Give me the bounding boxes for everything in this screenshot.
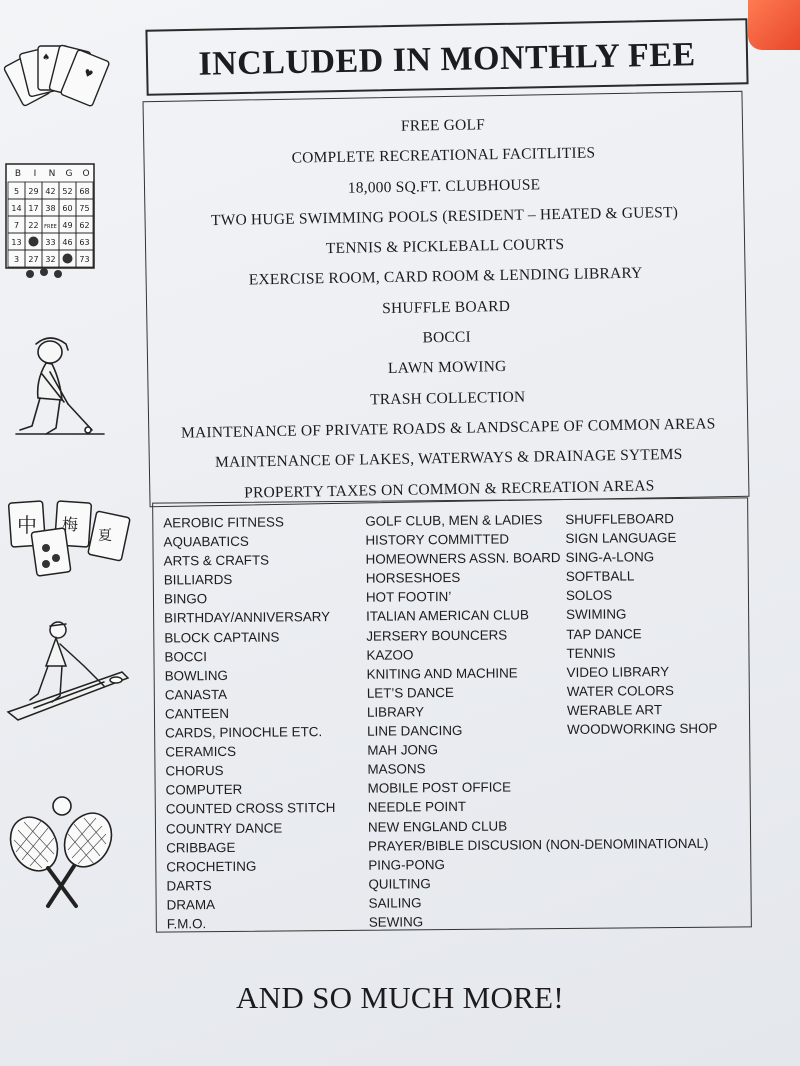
red-clip	[748, 0, 800, 50]
footer-tagline: AND SO MUCH MORE!	[235, 980, 565, 1015]
bingo-letter: N	[48, 169, 56, 179]
svg-text:中: 中	[17, 513, 37, 537]
bingo-marker	[63, 254, 73, 264]
activity-item: CHORUS	[165, 763, 224, 779]
bingo-number: 7	[13, 221, 20, 230]
bingo-number: 68	[79, 187, 90, 196]
activity-item: SOLOS	[565, 587, 613, 604]
svg-text:♥: ♥	[81, 67, 95, 82]
activity-item: LET’S DANCE	[366, 684, 454, 701]
feature-item: TRASH COLLECTION	[370, 388, 526, 409]
bingo-letter: O	[82, 169, 90, 179]
bingo-number: 33	[45, 238, 56, 247]
activity-item: SOFTBALL	[565, 568, 635, 585]
activity-item: SIGN LANGUAGE	[565, 530, 677, 547]
activity-item: WERABLE ART	[566, 702, 663, 718]
activity-item: BIRTHDAY/ANNIVERSARY	[164, 609, 331, 626]
activity-item: LIBRARY	[366, 704, 425, 720]
activity-item: DRAMA	[166, 896, 216, 913]
bingo-number: 14	[11, 204, 22, 213]
activities-box	[152, 497, 752, 932]
features-list	[144, 92, 749, 510]
activity-item: QUILTING	[368, 875, 431, 892]
bingo-letter: B	[14, 169, 22, 179]
activity-item: SWIMING	[566, 606, 627, 623]
activity-item: AEROBIC FITNESS	[163, 514, 284, 531]
activity-item: TENNIS	[566, 645, 616, 661]
bingo-number: 46	[62, 238, 73, 247]
activity-item: KAZOO	[366, 646, 414, 663]
feature-item: MAINTENANCE OF PRIVATE ROADS & LANDSCAPE OF COMMON AREAS	[180, 415, 716, 442]
activity-item: GOLF CLUB, MEN & LADIES	[365, 512, 543, 529]
activity-item: PRAYER/BIBLE DISCUSION (NON-DENOMINATIONAL)	[368, 835, 709, 854]
activity-item: HORSESHOES	[365, 570, 461, 587]
activity-item: MASONS	[367, 761, 426, 777]
title-banner	[145, 18, 748, 96]
bingo-chip	[54, 270, 62, 278]
activity-item: MAH JONG	[367, 742, 439, 758]
activity-item: CERAMICS	[165, 744, 237, 760]
bingo-number: 49	[62, 221, 73, 230]
bingo-number: 75	[79, 204, 90, 213]
activity-item: SEWING	[368, 914, 424, 930]
feature-item: COMPLETE RECREATIONAL FACITLITIES	[291, 144, 596, 167]
activity-item: BOCCI	[164, 648, 207, 665]
bingo-number: 3	[13, 255, 20, 264]
bingo-number: 60	[62, 204, 73, 213]
bingo-marker	[29, 237, 39, 247]
activity-item: BINGO	[163, 591, 208, 607]
bingo-chip	[40, 268, 48, 276]
bingo-number: 32	[45, 255, 56, 264]
activity-item: WATER COLORS	[566, 682, 674, 699]
activity-item: CANTEEN	[164, 705, 230, 722]
svg-text:♠: ♠	[42, 53, 51, 63]
bingo-number: 63	[79, 238, 90, 247]
bingo-number: 17	[28, 204, 39, 213]
activity-item: CROCHETING	[166, 858, 257, 875]
activity-item: HOT FOOTIN’	[365, 589, 452, 606]
activity-item: COUNTRY DANCE	[165, 819, 283, 836]
page-title: INCLUDED IN MONTHLY FEE	[198, 36, 697, 83]
feature-item: TENNIS & PICKLEBALL COURTS	[325, 236, 565, 258]
activity-item: BILLIARDS	[163, 572, 233, 588]
bingo-number: FREE	[44, 224, 57, 230]
activity-item: HOMEOWNERS ASSN. BOARD	[365, 550, 561, 567]
activity-item: HISTORY COMMITTED	[365, 531, 510, 548]
svg-text:梅: 梅	[62, 515, 79, 534]
feature-item: MAINTENANCE OF LAKES, WATERWAYS & DRAINAGE SYTEMS	[214, 446, 683, 472]
bingo-number: 5	[13, 187, 20, 196]
feature-item: BOCCI	[422, 328, 472, 347]
activity-item: DARTS	[166, 877, 212, 894]
activity-item: MOBILE POST OFFICE	[367, 779, 512, 797]
activities-column-3	[565, 509, 717, 739]
bingo-number: 73	[79, 255, 90, 264]
svg-text:夏: 夏	[98, 528, 112, 544]
activity-item: CANASTA	[164, 686, 228, 703]
activity-item: CARDS, PINOCHLE ETC.	[165, 724, 323, 741]
feature-item: EXERCISE ROOM, CARD ROOM & LENDING LIBRARY	[248, 265, 643, 289]
activity-item: BOWLING	[164, 667, 228, 684]
bingo-number: 38	[45, 204, 56, 213]
bingo-letter: I	[33, 169, 37, 179]
feature-item: PROPERTY TAXES ON COMMON & RECREATION AREAS	[244, 476, 655, 502]
bingo-number: 27	[28, 255, 39, 264]
bingo-number: 22	[28, 221, 39, 230]
bingo-card-icon	[4, 160, 96, 280]
activity-item: NEEDLE POINT	[367, 799, 467, 816]
activity-item: KNITING AND MACHINE	[366, 665, 518, 682]
bingo-number: 52	[62, 187, 73, 196]
bingo-number: 42	[45, 187, 56, 196]
golfer-icon	[6, 330, 106, 450]
bingo-number: 13	[11, 238, 22, 247]
activity-item: NEW ENGLAND CLUB	[367, 818, 508, 835]
feature-item: LAWN MOWING	[387, 358, 507, 378]
activity-item: LINE DANCING	[367, 722, 463, 739]
bingo-number: 29	[28, 187, 39, 196]
activity-item: SHUFFLEBOARD	[565, 511, 675, 528]
activity-item: CRIBBAGE	[166, 839, 236, 856]
activity-item: SAILING	[368, 895, 422, 911]
tennis-rackets-icon	[4, 794, 124, 914]
activities-column-1	[163, 512, 336, 934]
feature-item: FREE GOLF	[400, 116, 486, 135]
activity-item: BLOCK CAPTAINS	[164, 629, 280, 646]
bingo-number: 62	[79, 221, 90, 230]
feature-item: 18,000 SQ.FT. CLUBHOUSE	[347, 175, 541, 197]
shuffleboard-player-icon	[4, 616, 134, 726]
activity-item: JERSERY BOUNCERS	[366, 627, 508, 644]
activity-item: F.M.O.	[166, 916, 207, 932]
activity-item: TAP DANCE	[566, 625, 642, 642]
feature-item: TWO HUGE SWIMMING POOLS (RESIDENT – HEATED & GUEST)	[210, 203, 679, 229]
activity-item: SING-A-LONG	[565, 549, 655, 566]
activity-item: ITALIAN AMERICAN CLUB	[366, 607, 529, 625]
playing-cards-icon	[2, 40, 112, 120]
activity-item: AQUABATICS	[163, 533, 249, 550]
activity-item: VIDEO LIBRARY	[566, 663, 670, 680]
feature-item: SHUFFLE BOARD	[382, 297, 511, 317]
bingo-letter: G	[65, 169, 73, 179]
activity-item: COUNTED CROSS STITCH	[165, 800, 336, 817]
activity-item: WOODWORKING SHOP	[567, 720, 718, 738]
activity-item: ARTS & CRAFTS	[163, 552, 270, 569]
activity-item: PING-PONG	[368, 856, 446, 873]
bingo-chip	[26, 270, 34, 278]
activity-item: COMPUTER	[165, 782, 243, 798]
mahjong-tiles-icon	[4, 496, 134, 586]
features-box	[143, 91, 750, 507]
